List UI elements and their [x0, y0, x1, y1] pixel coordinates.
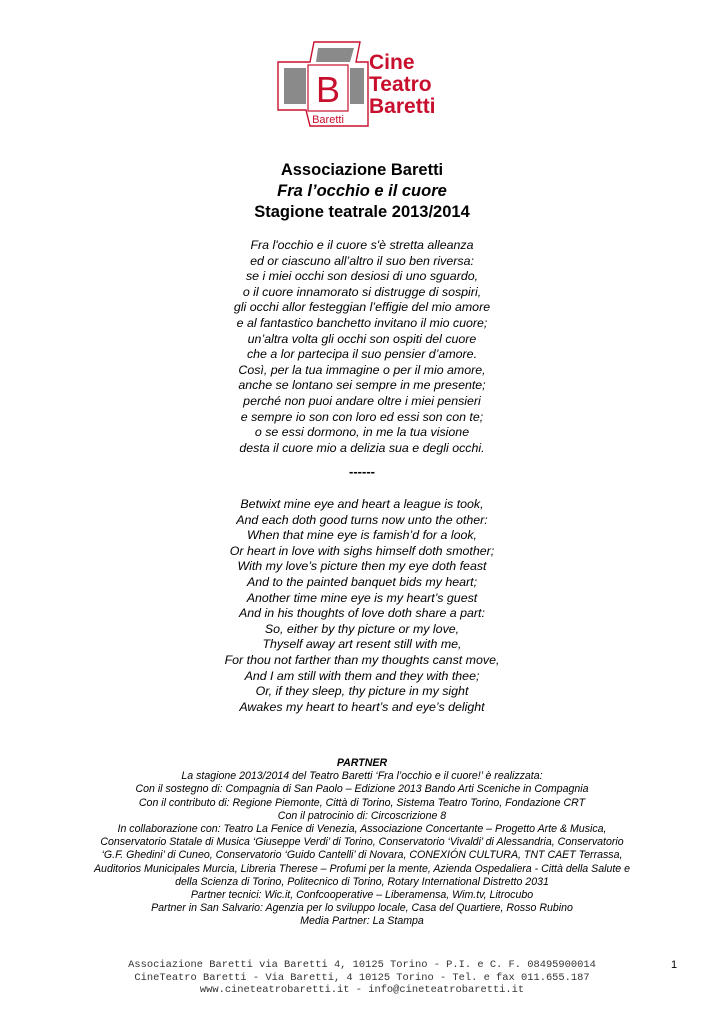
logo-brand-line: Baretti	[369, 95, 436, 118]
footer-contact-line[interactable]: www.cineteatrobaretti.it - info@cineteatrobaretti.it	[199, 984, 525, 997]
poem-line: When that mine eye is famish’d for a look,	[246, 528, 478, 543]
footer-line: Associazione Baretti via Baretti 4, 10125 Torino - P.I. e C. F. 08495900014	[128, 959, 596, 971]
association-name: Associazione Baretti	[280, 161, 444, 179]
poem-line: Così, per la tua immagine o per il mio amore,	[238, 362, 486, 377]
season-label: Stagione teatrale 2013/2014	[254, 203, 470, 221]
poem-line: perché non puoi andare oltre i miei pensieri	[243, 393, 481, 408]
logo-letter: B	[315, 69, 341, 110]
partners-line: Media Partner: La Stampa	[300, 915, 424, 928]
poem-line: And in his thoughts of love doth share a part:	[239, 606, 485, 621]
poem-line: se i miei occhi son desiosi di uno sguardo,	[245, 269, 479, 284]
logo-brand-text	[369, 52, 436, 118]
season-title: Fra l’occhio e il cuore	[277, 182, 447, 200]
logo-brand-line: Teatro	[369, 73, 432, 96]
partners-line: In collaborazione con: Teatro La Fenice di Venezia, Associazione Concertante – Progetto Arte & Musica,	[117, 823, 607, 836]
poem-line: e al fantastico banchetto invitano il mio cuore;	[236, 315, 488, 330]
poem-line: And to the painted banquet bids my heart;	[246, 574, 478, 589]
poem-line: Or heart in love with sighs himself doth smother;	[229, 543, 495, 558]
poem-line: o se essi dormono, in me la tua visione	[254, 425, 470, 440]
partners-line: Partner tecnici: Wic.it, Confcooperative – Liberamensa, Wim.tv, Litrocubo	[190, 889, 534, 902]
poem-line: Betwixt mine eye and heart a league is took,	[240, 497, 484, 511]
poem-line: ed or ciascuno all’altro il suo ben riversa:	[250, 253, 474, 268]
poem-line: Or, if they sleep, thy picture in my sight	[255, 684, 469, 699]
partners-line: ‘G.F. Ghedini’ di Cuneo, Conservatorio ‘Guido Cantelli’ di Novara, CONEXIÓN CULTURA, TNT CAET Terrassa,	[101, 849, 623, 862]
partners-line: Con il sostegno di: Compagnia di San Paolo – Edizione 2013 Bando Arti Sceniche in Compagnia	[135, 783, 589, 796]
poem-line: che a lor partecipa il suo pensier d’amore.	[246, 347, 478, 362]
document-headings	[0, 160, 724, 223]
poem-line: un’altra volta gli occhi son ospiti del cuore	[247, 331, 477, 346]
poem-line: gli occhi allor festeggian l’effigie del mio amore	[233, 300, 491, 315]
poem-line: Thyself away art resent still with me,	[262, 637, 462, 652]
poem-line: For thou not farther than my thoughts canst move,	[224, 652, 500, 667]
poem-english	[0, 497, 724, 715]
poem-line: Fra l'occhio e il cuore s'è stretta alleanza	[250, 238, 474, 252]
partners-line: La stagione 2013/2014 del Teatro Baretti ‘Fra l’occhio e il cuore!’ è realizzata:	[181, 770, 543, 783]
partners-line: Auditorios Municipales Murcia, Libreria Therese – Profumi per la mente, Azienda Ospedaliera - Città della Salute e	[93, 862, 631, 875]
poem-line: And each doth good turns now unto the other:	[236, 512, 488, 527]
partners-line: della Scienza di Torino, Politecnico di Torino, Rotary International Distretto 2031	[175, 875, 549, 888]
poem-line: anche se lontano sei sempre in me presente;	[238, 378, 486, 393]
footer-line: CineTeatro Baretti - Via Baretti, 4 10125 Torino - Tel. e fax 011.655.187	[134, 971, 590, 984]
poem-line: And I am still with them and they with thee;	[244, 668, 480, 683]
partners-section	[0, 757, 724, 929]
poem-line: So, either by thy picture or my love,	[264, 621, 460, 636]
poem-line: Another time mine eye is my heart’s guest	[246, 590, 478, 605]
poem-line: desta il cuore mio a delizia sua e degli occhi.	[239, 440, 485, 455]
partners-line: Partner in San Salvario: Agenzia per lo sviluppo locale, Casa del Quartiere, Rosso Rubino	[151, 902, 573, 915]
section-divider: ------	[349, 464, 375, 479]
partners-line: Conservatorio Statale di Musica ‘Giuseppe Verdi’ di Torino, Conservatorio ‘Vivaldi’ di Alessandria, Conservatorio	[100, 836, 624, 849]
poem-line: With my love’s picture then my eye doth feast	[237, 559, 487, 574]
poem-line: o il cuore innamorato si distrugge di sospiri,	[242, 284, 482, 299]
poem-line: e sempre io son con loro ed essi son con te;	[240, 409, 484, 424]
partners-title: PARTNER	[336, 757, 388, 769]
logo-caption: Baretti	[312, 114, 344, 126]
partners-line: Con il patrocinio di: Circoscrizione 8	[277, 809, 447, 822]
poem-line: Awakes my heart to heart’s and eye’s delight	[239, 699, 485, 714]
page-footer	[0, 959, 724, 997]
poem-italian	[0, 238, 724, 456]
partners-line: Con il contributo di: Regione Piemonte, Città di Torino, Sistema Teatro Torino, Fondazione CRT	[138, 796, 586, 809]
page-number: 1	[671, 959, 678, 971]
logo-brand-line: Cine	[369, 51, 415, 74]
